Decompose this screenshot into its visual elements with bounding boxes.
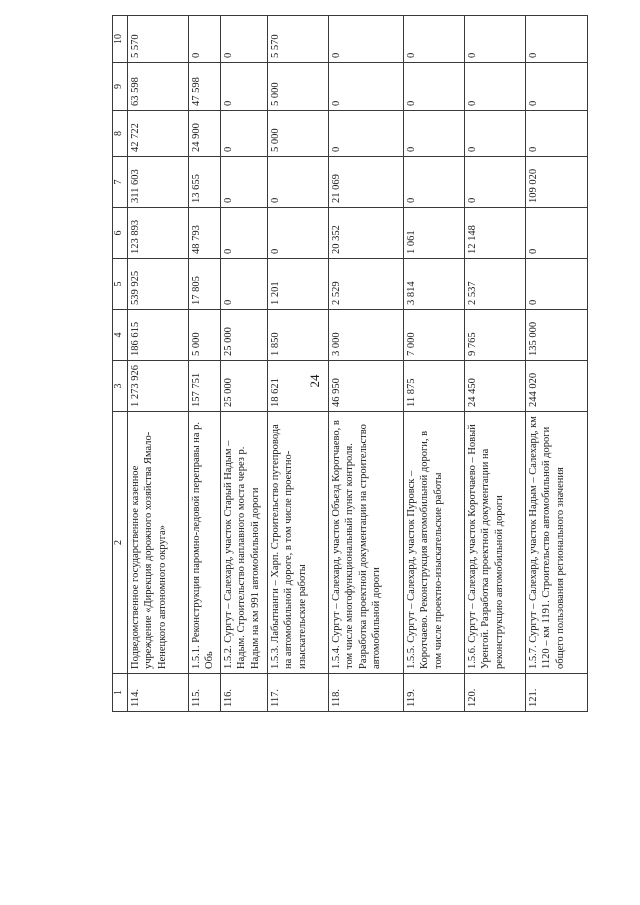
cell-value: 0 — [526, 259, 588, 310]
cell-value: 24 450 — [465, 361, 526, 412]
cell-value: 0 — [465, 157, 526, 208]
header-cell: 6 — [113, 208, 128, 259]
row-name: 1.5.4. Сургут – Салехард, участок Объезд Коротчаево, в том числе многофункциональный пункт контроля. Разработка проектной документации на строительство автомобильной дороги — [329, 412, 404, 674]
cell-value: 0 — [221, 111, 268, 157]
cell-value: 186 615 — [128, 310, 189, 361]
cell-value: 0 — [465, 63, 526, 111]
cell-value: 5 570 — [128, 16, 189, 63]
page-number: 24 — [307, 374, 322, 388]
cell-value: 20 352 — [329, 208, 404, 259]
cell-value: 1 850 — [268, 310, 329, 361]
header-row — [113, 16, 128, 712]
table-row — [221, 16, 268, 712]
cell-value: 5 000 — [268, 111, 329, 157]
cell-value: 244 020 — [526, 361, 588, 412]
cell-value: 539 925 — [128, 259, 189, 310]
cell-value: 0 — [268, 208, 329, 259]
cell-value: 0 — [465, 111, 526, 157]
cell-value: 7 000 — [404, 310, 465, 361]
cell-value: 9 765 — [465, 310, 526, 361]
header-cell: 5 — [113, 259, 128, 310]
cell-value: 3 814 — [404, 259, 465, 310]
cell-value: 17 805 — [189, 259, 221, 310]
cell-value: 13 655 — [189, 157, 221, 208]
header-cell: 3 — [113, 361, 128, 412]
cell-value: 2 537 — [465, 259, 526, 310]
row-name: Подведомственное государственное казенное учреждение «Дирекция дорожного хозяйства Ямало-Ненецкого автономного округа» — [128, 412, 189, 674]
row-name: 1.5.1. Реконструкция паромно-ледовой переправы на р. Обь — [189, 412, 221, 674]
cell-value: 0 — [526, 63, 588, 111]
cell-value: 0 — [329, 63, 404, 111]
cell-value: 46 950 — [329, 361, 404, 412]
row-number: 116. — [221, 674, 268, 712]
row-number: 117. — [268, 674, 329, 712]
cell-value: 1 201 — [268, 259, 329, 310]
row-number: 119. — [404, 674, 465, 712]
cell-value: 0 — [526, 208, 588, 259]
row-name: 1.5.7. Сургут – Салехард, участок Надым – Салехард, км 1120 – км 1191. Строительство автомобильной дороги общего пользования регионального значения — [526, 412, 588, 674]
cell-value: 0 — [526, 111, 588, 157]
cell-value: 0 — [404, 157, 465, 208]
cell-value: 18 621 — [268, 361, 329, 412]
cell-value: 1 273 926 — [128, 361, 189, 412]
cell-value: 25 000 — [221, 361, 268, 412]
cell-value: 123 893 — [128, 208, 189, 259]
cell-value: 0 — [465, 16, 526, 63]
row-name: 1.5.6. Сургут – Салехард, участок Коротчаево – Новый Уренгой. Разработка проектной документации на реконструкцию автомобильной дороги — [465, 412, 526, 674]
cell-value: 0 — [189, 16, 221, 63]
cell-value: 63 598 — [128, 63, 189, 111]
cell-value: 11 875 — [404, 361, 465, 412]
header-cell: 4 — [113, 310, 128, 361]
table-row — [404, 16, 465, 712]
row-number: 121. — [526, 674, 588, 712]
cell-value: 0 — [404, 63, 465, 111]
cell-value: 0 — [329, 16, 404, 63]
cell-value: 0 — [526, 16, 588, 63]
cell-value: 5 570 — [268, 16, 329, 63]
table-row — [329, 16, 404, 712]
table-row — [526, 16, 588, 712]
row-name: 1.5.5. Сургут – Салехард, участок Пуровск – Коротчаево. Реконструкция автомобильной дороги, в том числе проектно-изыскательские работы — [404, 412, 465, 674]
cell-value: 0 — [221, 259, 268, 310]
row-number: 120. — [465, 674, 526, 712]
header-cell: 8 — [113, 111, 128, 157]
header-cell: 9 — [113, 63, 128, 111]
cell-value: 12 148 — [465, 208, 526, 259]
table-row — [268, 16, 329, 712]
rotated-table-container — [112, 16, 582, 712]
header-cell: 10 — [113, 16, 128, 63]
cell-value: 0 — [221, 157, 268, 208]
budget-table — [112, 15, 588, 712]
cell-value: 24 900 — [189, 111, 221, 157]
row-name: 1.5.3. Лабытнанги – Харп. Строительство путепровода на автомобильной дороге, в том числе проектно-изыскательские работы — [268, 412, 329, 674]
cell-value: 48 793 — [189, 208, 221, 259]
cell-value: 0 — [221, 63, 268, 111]
cell-value: 0 — [221, 208, 268, 259]
cell-value: 0 — [404, 16, 465, 63]
row-number: 114. — [128, 674, 189, 712]
cell-value: 0 — [268, 157, 329, 208]
cell-value: 5 000 — [268, 63, 329, 111]
cell-value: 0 — [221, 16, 268, 63]
cell-value: 109 020 — [526, 157, 588, 208]
header-cell: 7 — [113, 157, 128, 208]
table-row — [465, 16, 526, 712]
cell-value: 3 000 — [329, 310, 404, 361]
cell-value: 21 069 — [329, 157, 404, 208]
cell-value: 25 000 — [221, 310, 268, 361]
cell-value: 5 000 — [189, 310, 221, 361]
cell-value: 0 — [404, 111, 465, 157]
cell-value: 2 529 — [329, 259, 404, 310]
cell-value: 42 722 — [128, 111, 189, 157]
cell-value: 47 598 — [189, 63, 221, 111]
row-number: 115. — [189, 674, 221, 712]
row-number: 118. — [329, 674, 404, 712]
row-name: 1.5.2. Сургут – Салехард, участок Старый Надым – Надым. Строительство наплавного моста через р. Надым на км 991 автомобильной дороги — [221, 412, 268, 674]
cell-value: 311 603 — [128, 157, 189, 208]
cell-value: 135 000 — [526, 310, 588, 361]
header-cell: 1 — [113, 674, 128, 712]
table-row — [128, 16, 189, 712]
header-cell: 2 — [113, 412, 128, 674]
cell-value: 157 751 — [189, 361, 221, 412]
cell-value: 1 061 — [404, 208, 465, 259]
cell-value: 0 — [329, 111, 404, 157]
table-row — [189, 16, 221, 712]
